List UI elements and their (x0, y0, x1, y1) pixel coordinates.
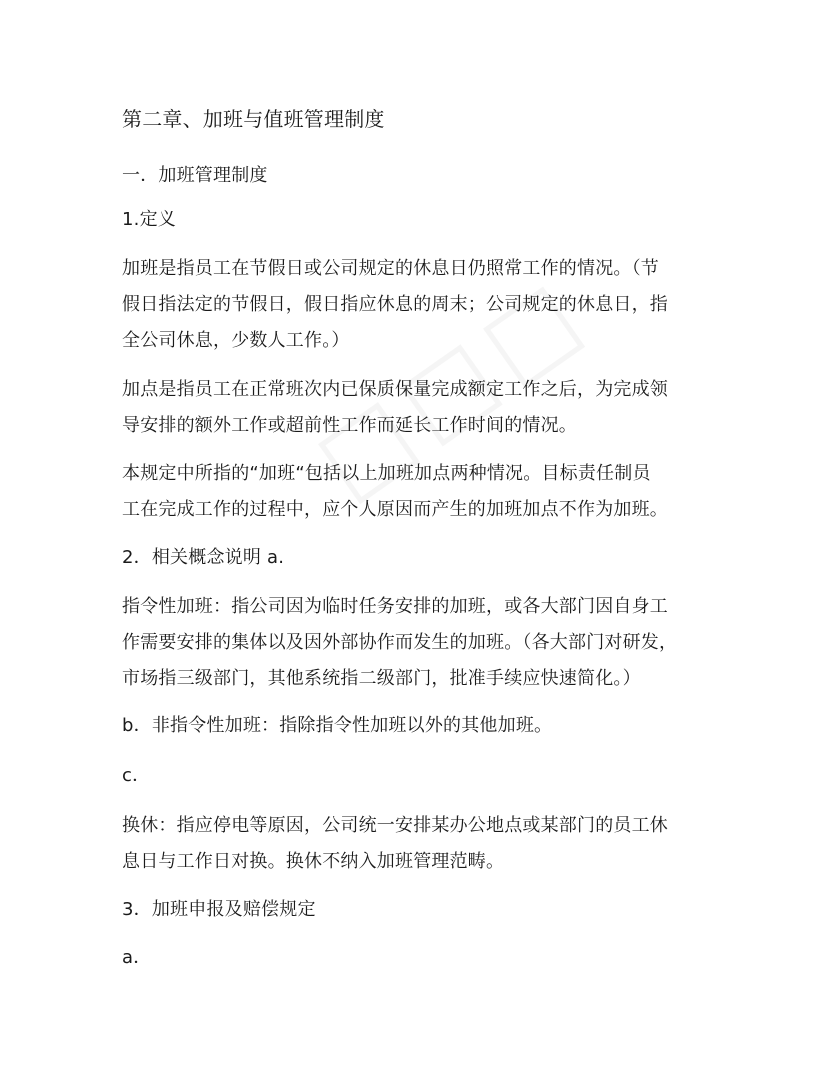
paragraph-line: 假日指法定的节假日，假日指应休息的周末；公司规定的休息日，指 (122, 294, 668, 315)
overtime-rules-heading: 3．加班申报及赔偿规定 (122, 899, 316, 920)
list-item-a: a． (122, 947, 152, 968)
paragraph-line: 息日与工作日对换。换休不纳入加班管理范畴。 (122, 851, 505, 872)
paragraph-line: 导安排的额外工作或超前性工作而延长工作时间的情况。 (122, 415, 577, 436)
section-heading: 一．加班管理制度 (122, 165, 268, 186)
paragraph-line: 全公司休息，少数人工作。） (122, 330, 350, 351)
paragraph-line: 工在完成工作的过程中，应个人原因而产生的加班加点不作为加班。 (122, 499, 668, 520)
paragraph-line: 加班是指员工在节假日或公司规定的休息日仍照常工作的情况。（节 (122, 258, 659, 279)
list-item-c: c． (122, 765, 151, 786)
paragraph-line: 指令性加班：指公司因为临时任务安排的加班，或各大部门因自身工 (122, 596, 668, 617)
paragraph-line: 市场指三级部门，其他系统指二级部门，批准手续应快速简化。） (122, 668, 641, 689)
paragraph-line: 换休：指应停电等原因，公司统一安排某办公地点或某部门的员工休 (122, 815, 668, 836)
list-item-b: b．非指令性加班：指除指令性加班以外的其他加班。 (122, 715, 553, 736)
paragraph-line: 本规定中所指的“加班“包括以上加班加点两种情况。目标责任制员 (122, 463, 651, 484)
chapter-title: 第二章、加班与值班管理制度 (122, 107, 385, 131)
definition-heading: 1.定义 (122, 209, 176, 230)
concepts-heading: 2．相关概念说明 a. (122, 547, 285, 568)
paragraph-line: 作需要安排的集体以及因外部协作而发生的加班。（各大部门对研发， (122, 632, 678, 653)
paragraph-line: 加点是指员工在正常班次内已保质保量完成额定工作之后，为完成领 (122, 379, 668, 400)
